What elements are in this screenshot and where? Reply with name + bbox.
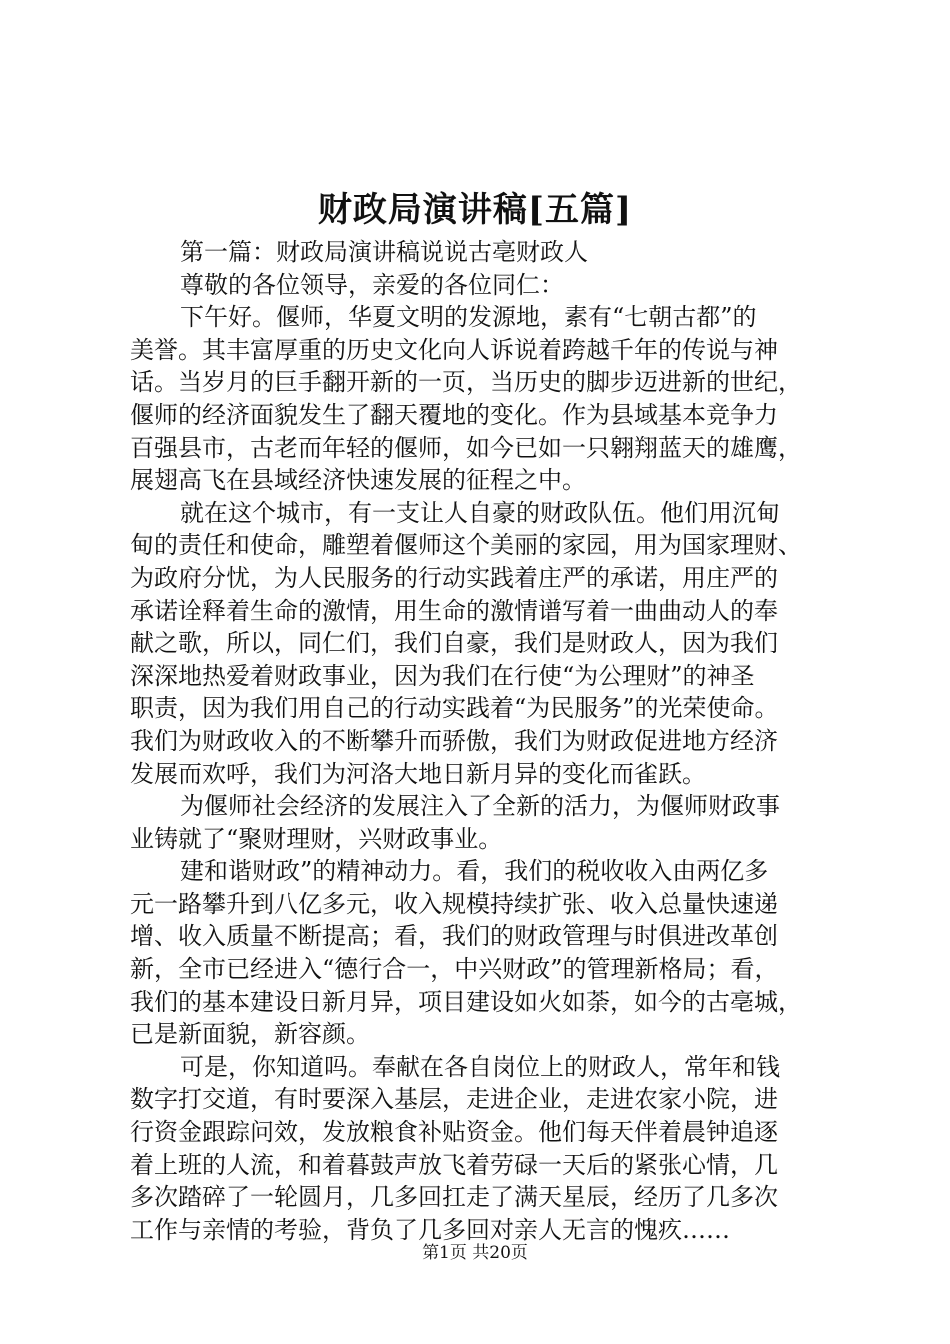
text-line: 发展而欢呼，我们为河洛大地日新月异的变化而雀跃。 bbox=[130, 759, 706, 788]
text-line: 增、收入质量不断提高；看，我们的财政管理与时俱进改革创 bbox=[130, 922, 778, 951]
text-line: 献之歌，所以，同仁们，我们自豪，我们是财政人，因为我们 bbox=[130, 629, 778, 658]
text-line: 可是，你知道吗。奉献在各自岗位上的财政人，常年和钱 bbox=[180, 1052, 780, 1081]
document-title: 财政局演讲稿[五篇] bbox=[317, 190, 633, 230]
text-line: 下午好。偃师，华夏文明的发源地，素有“七朝古都”的 bbox=[180, 303, 757, 332]
text-line: 尊敬的各位领导，亲爱的各位同仁： bbox=[180, 270, 564, 299]
text-line: 展翅高飞在县域经济快速发展的征程之中。 bbox=[130, 466, 586, 495]
text-line: 行资金跟踪问效，发放粮食补贴资金。他们每天伴着晨钟追逐 bbox=[130, 1118, 778, 1147]
text-line: 为政府分忧，为人民服务的行动实践着庄严的承诺，用庄严的 bbox=[130, 563, 778, 592]
text-line: 我们为财政收入的不断攀升而骄傲，我们为财政促进地方经济 bbox=[130, 726, 778, 755]
text-line: 数字打交道，有时要深入基层，走进企业，走进农家小院，进 bbox=[130, 1085, 778, 1114]
text-line: 工作与亲情的考验，背负了几多回对亲人无言的愧疚…… bbox=[130, 1215, 730, 1244]
page-footer: 第1页 共20页 bbox=[422, 1243, 528, 1263]
text-line: 甸的责任和使命，雕塑着偃师这个美丽的家园，用为国家理财、 bbox=[130, 531, 802, 560]
text-line: 为偃师社会经济的发展注入了全新的活力，为偃师财政事 bbox=[180, 792, 780, 821]
text-line: 百强县市，古老而年轻的偃师，如今已如一只翱翔蓝天的雄鹰， bbox=[130, 433, 802, 462]
text-line: 话。当岁月的巨手翻开新的一页，当历史的脚步迈进新的世纪， bbox=[130, 368, 802, 397]
document-body bbox=[130, 236, 850, 1246]
text-line: 元一路攀升到八亿多元，收入规模持续扩张、收入总量快速递 bbox=[130, 889, 778, 918]
text-line: 偃师的经济面貌发生了翻天覆地的变化。作为县域基本竞争力 bbox=[130, 400, 778, 429]
text-line: 新，全市已经进入“德行合一，中兴财政”的管理新格局；看， bbox=[130, 955, 779, 984]
text-line: 我们的基本建设日新月异，项目建设如火如荼，如今的古亳城， bbox=[130, 987, 802, 1016]
text-line: 第一篇：财政局演讲稿说说古亳财政人 bbox=[180, 238, 588, 266]
text-line: 承诺诠释着生命的激情，用生命的激情谱写着一曲曲动人的奉 bbox=[130, 596, 778, 625]
text-line: 建和谐财政”的精神动力。看，我们的税收收入由两亿多 bbox=[180, 857, 769, 886]
text-line: 着上班的人流，和着暮鼓声放飞着劳碌一天后的紧张心情，几 bbox=[130, 1150, 778, 1179]
text-line: 业铸就了“聚财理财，兴财政事业。 bbox=[130, 824, 503, 853]
text-line: 美誉。其丰富厚重的历史文化向人诉说着跨越千年的传说与神 bbox=[130, 335, 778, 364]
text-line: 职责，因为我们用自己的行动实践着“为民服务”的光荣使命。 bbox=[130, 694, 779, 723]
text-line: 多次踏碎了一轮圆月，几多回扛走了满天星辰，经历了几多次 bbox=[130, 1183, 778, 1212]
text-line: 已是新面貌，新容颜。 bbox=[130, 1020, 370, 1049]
text-line: 就在这个城市，有一支让人自豪的财政队伍。他们用沉甸 bbox=[180, 498, 780, 527]
text-line: 深深地热爱着财政事业，因为我们在行使“为公理财”的神圣 bbox=[130, 661, 755, 690]
